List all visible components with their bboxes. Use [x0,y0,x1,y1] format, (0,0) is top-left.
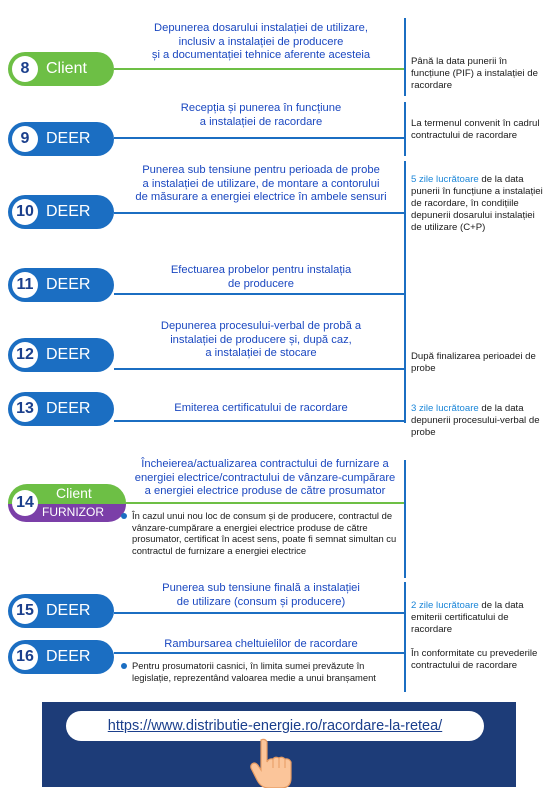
actor-badge [8,268,114,302]
actor-badge [8,122,114,156]
step-12-deadline: După finalizarea perioadei de probe [411,351,536,374]
actor-badge [8,195,114,229]
step-number: 10 [12,199,38,225]
step-12-title: Depunerea procesului-verbal de probă a instalației de producere și, după caz, a instalației de stocare [160,320,362,359]
step-number: 13 [12,396,38,422]
actor-label: Client [56,485,92,501]
step-connector [114,137,404,139]
actor-label-secondary: FURNIZOR [42,505,104,519]
racordare-link[interactable]: https://www.distributie-energie.ro/racordare-la-retea/ [66,711,484,741]
step-connector [114,420,404,422]
actor-label: DEER [46,203,91,220]
bullet-dot-icon [121,513,127,519]
step-8-title: Depunerea dosarului instalației de utilizare, inclusiv a instalației de producere și a documentației tehnice aferente acesteia [151,22,371,61]
step-connector [114,293,404,295]
actor-badge [8,52,114,86]
step-13-title: Emiterea certificatului de racordare [174,402,348,414]
actor-badge [8,594,114,628]
actor-label: DEER [46,400,91,417]
actor-badge [8,640,114,674]
step-connector [114,212,404,214]
step-number: 15 [12,598,38,624]
divider-line [404,161,406,423]
actor-label: Client [46,60,87,77]
step-16-note: Pentru prosumatorii casnici, în limita sumei prevăzute în legislație, reprezentând valoarea medie a unui branșament [132,660,398,683]
step-9-deadline: La termenul convenit în cadrul contractului de racordare [411,118,540,141]
step-10-title: Punerea sub tensiune pentru perioada de probe a instalației de utilizare, de montare a contorului de măsurare a energiei electrice în ambele sensuri [135,164,387,203]
step-8-deadline: Până la data punerii în funcțiune (PIF) a instalației de racordare [411,56,538,91]
actor-badge [8,338,114,372]
actor-badge [8,484,126,522]
step-13-deadline: 3 zile lucrătoare de la data depunerii procesului-verbal de probe [411,403,540,438]
step-10-deadline: 5 zile lucrătoare de la data punerii în funcțiune a instalației de racordare, în condițiile depunerii dosarului instalației de utilizare (C+P) [411,174,543,233]
divider-line [404,18,406,96]
step-number: 16 [12,644,38,670]
step-11-title: Efectuarea probelor pentru instalația de producere [170,264,352,290]
step-15-deadline: 2 zile lucrătoare de la data emiterii certificatului de racordare [411,600,524,635]
actor-label: DEER [46,648,91,665]
actor-badge [8,392,114,426]
actor-label: DEER [46,276,91,293]
pointing-hand-icon [247,738,303,788]
step-number: 9 [12,126,38,152]
step-9-title: Recepția și punerea în funcțiune a instalației de racordare [180,102,342,128]
step-connector [126,502,404,504]
step-number: 12 [12,342,38,368]
step-connector [114,612,404,614]
step-number: 8 [12,56,38,82]
divider-line [404,582,406,692]
step-number: 14 [12,490,38,516]
step-15-title: Punerea sub tensiune finală a instalației de utilizare (consum și producere) [162,582,360,608]
step-connector [114,68,404,70]
step-connector [114,652,404,654]
footer-banner [42,702,516,787]
bullet-dot-icon [121,663,127,669]
step-16-title: Rambursarea cheltuielilor de racordare [164,638,358,650]
actor-label: DEER [46,346,91,363]
actor-label: DEER [46,130,91,147]
step-16-deadline: În conformitate cu prevederile contractului de racordare [411,648,538,671]
step-number: 11 [12,272,38,298]
step-connector [114,368,404,370]
step-14-note: În cazul unui nou loc de consum și de producere, contractul de vânzare-cumpărare a energiei electrice produse de către prosumator, certificat în acest sens, poate fi semnat simultan cu contractul de furnizare a energiei electrice [132,510,398,556]
divider-line [404,102,406,156]
actor-label: DEER [46,602,91,619]
step-14-title: Încheierea/actualizarea contractului de furnizare a energiei electrice/contractului de vânzare-cumpărare a energiei electrice produse de către prosumator [134,458,396,497]
